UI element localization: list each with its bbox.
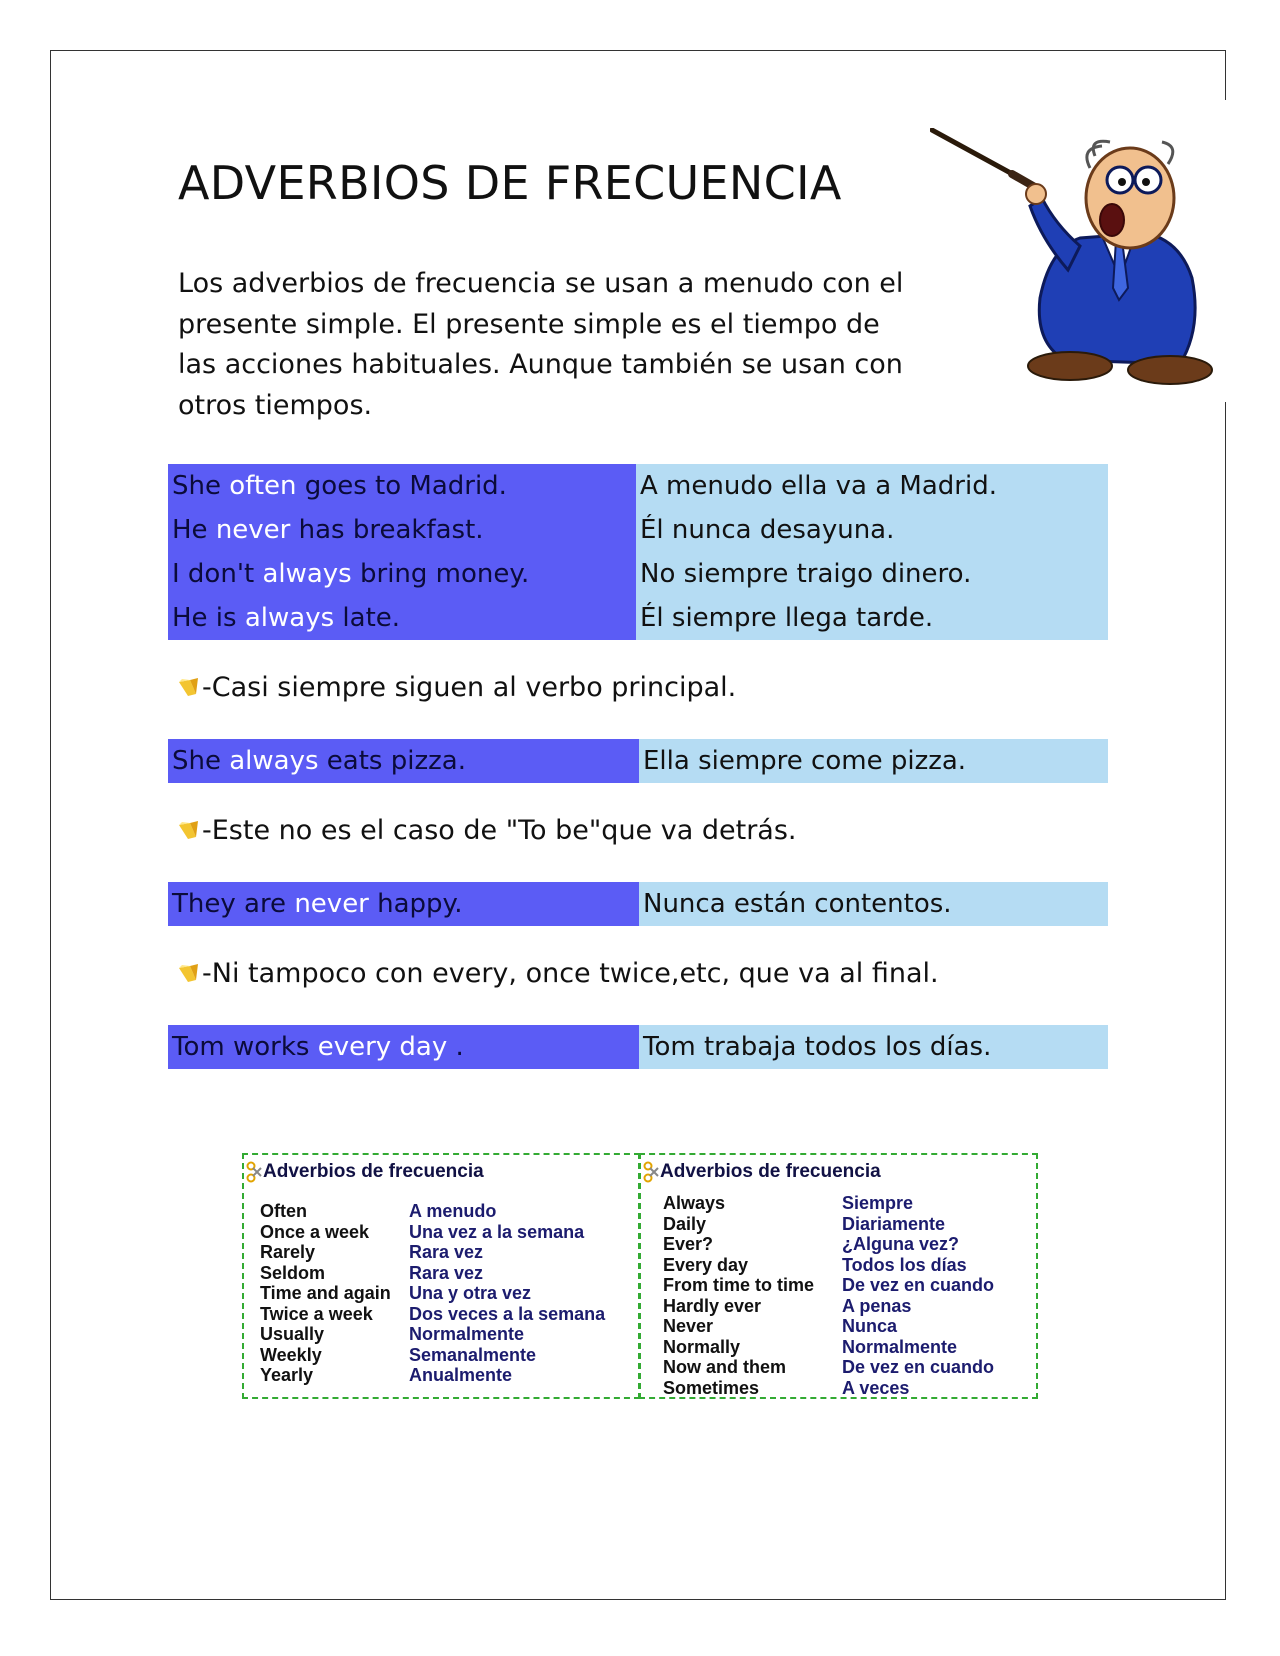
example-row bbox=[168, 596, 1108, 640]
spanish-translation: Él siempre llega tarde. bbox=[636, 596, 1108, 640]
vocab-item bbox=[663, 1296, 994, 1317]
vocab-spanish: Nunca bbox=[842, 1316, 898, 1336]
english-sentence: He is always late. bbox=[168, 596, 636, 640]
adverb-highlight: always bbox=[244, 603, 335, 633]
vocab-english: Once a week bbox=[260, 1221, 370, 1242]
examples-table bbox=[168, 464, 1108, 640]
vocab-item bbox=[260, 1324, 605, 1345]
page-title: ADVERBIOS DE FRECUENCIA bbox=[178, 156, 842, 210]
vocab-english: Now and them bbox=[663, 1357, 787, 1377]
rule-note: -Este no es el caso de "To be"que va detrás. bbox=[176, 815, 797, 846]
vocab-spanish: Todos los días bbox=[842, 1254, 967, 1275]
vocabulary-cards bbox=[242, 1153, 1038, 1399]
vocab-item bbox=[260, 1365, 605, 1386]
vocab-spanish: Una y otra vez bbox=[409, 1283, 532, 1303]
vocab-item bbox=[260, 1222, 605, 1243]
vocab-english: Ever? bbox=[663, 1234, 714, 1254]
vocab-english: Sometimes bbox=[663, 1377, 760, 1398]
spanish-translation: No siempre traigo dinero. bbox=[636, 552, 1108, 596]
vocab-heading: Adverbios de frecuencia bbox=[246, 1161, 484, 1183]
vocab-item bbox=[663, 1193, 994, 1214]
spanish-translation: A menudo ella va a Madrid. bbox=[636, 464, 1108, 508]
example-row bbox=[168, 552, 1108, 596]
example-row bbox=[168, 882, 1108, 926]
vocab-list bbox=[663, 1193, 994, 1398]
spanish-translation: Ella siempre come pizza. bbox=[639, 739, 1108, 783]
pencil-icon bbox=[176, 676, 200, 700]
example-row bbox=[168, 508, 1108, 552]
vocab-english: Hardly ever bbox=[663, 1295, 762, 1316]
vocab-item bbox=[663, 1337, 994, 1358]
vocab-english: Never bbox=[663, 1316, 714, 1336]
adverb-highlight: always bbox=[229, 746, 319, 776]
spanish-translation: Nunca están contentos. bbox=[639, 882, 1108, 926]
vocab-item bbox=[260, 1283, 605, 1304]
vocab-item bbox=[260, 1263, 605, 1284]
pencil-icon bbox=[176, 962, 200, 986]
vocab-spanish: De vez en cuando bbox=[842, 1357, 995, 1377]
example-row bbox=[168, 464, 1108, 508]
vocab-item bbox=[663, 1378, 994, 1399]
rule-note: -Casi siempre siguen al verbo principal. bbox=[176, 672, 736, 703]
vocab-english: Always bbox=[663, 1193, 726, 1213]
spanish-translation: Tom trabaja todos los días. bbox=[639, 1025, 1108, 1069]
vocab-spanish: A veces bbox=[842, 1377, 910, 1398]
vocab-spanish: A penas bbox=[842, 1295, 912, 1316]
rule-note: -Ni tampoco con every, once twice,etc, que va al final. bbox=[176, 958, 939, 989]
vocab-spanish: Diariamente bbox=[842, 1213, 946, 1234]
rule-example bbox=[168, 1025, 1108, 1069]
vocab-list bbox=[260, 1201, 605, 1386]
vocab-card-left bbox=[242, 1153, 640, 1399]
vocab-card-right bbox=[639, 1153, 1038, 1399]
english-sentence: She often goes to Madrid. bbox=[168, 464, 636, 508]
adverb-highlight: never bbox=[215, 515, 291, 545]
vocab-english: Twice a week bbox=[260, 1303, 373, 1324]
vocab-spanish: Normalmente bbox=[842, 1336, 958, 1357]
vocab-spanish: Una vez a la semana bbox=[409, 1221, 585, 1242]
vocab-item bbox=[260, 1345, 605, 1366]
vocab-spanish: Normalmente bbox=[409, 1324, 525, 1344]
vocab-spanish: Dos veces a la semana bbox=[409, 1303, 606, 1324]
pencil-icon bbox=[176, 819, 200, 843]
vocab-item bbox=[663, 1316, 994, 1337]
scissors-icon bbox=[643, 1161, 659, 1183]
vocab-english: Daily bbox=[663, 1213, 707, 1234]
rule-example bbox=[168, 739, 1108, 783]
spanish-translation: Él nunca desayuna. bbox=[636, 508, 1108, 552]
vocab-item bbox=[663, 1357, 994, 1378]
vocab-spanish: Semanalmente bbox=[409, 1344, 537, 1365]
english-sentence: I don't always bring money. bbox=[168, 552, 636, 596]
vocab-spanish: Rara vez bbox=[409, 1262, 484, 1283]
adverb-highlight: often bbox=[229, 471, 297, 501]
vocab-english: Weekly bbox=[260, 1344, 322, 1365]
teacher-with-pointer-icon bbox=[930, 128, 1230, 396]
vocab-english: Often bbox=[260, 1201, 307, 1221]
adverb-highlight: every day bbox=[317, 1032, 448, 1062]
vocab-spanish: Siempre bbox=[842, 1193, 914, 1213]
vocab-english: Time and again bbox=[260, 1283, 391, 1303]
vocab-item bbox=[663, 1214, 994, 1235]
vocab-spanish: A menudo bbox=[409, 1201, 497, 1221]
vocab-item bbox=[260, 1242, 605, 1263]
vocab-spanish: De vez en cuando bbox=[842, 1275, 995, 1295]
vocab-english: Normally bbox=[663, 1336, 741, 1357]
vocab-spanish: ¿Alguna vez? bbox=[842, 1234, 960, 1254]
adverb-highlight: always bbox=[262, 559, 352, 589]
vocab-heading: Adverbios de frecuencia bbox=[643, 1161, 881, 1183]
intro-paragraph: Los adverbios de frecuencia se usan a menudo con el presente simple. El presente simple es el tiempo de las acciones habituales. Aunque también se usan con otros tiempos. bbox=[178, 268, 904, 421]
english-sentence: She always eats pizza. bbox=[168, 739, 639, 783]
vocab-english: From time to time bbox=[663, 1275, 815, 1295]
english-sentence: Tom works every day . bbox=[168, 1025, 639, 1069]
english-sentence: He never has breakfast. bbox=[168, 508, 636, 552]
vocab-item bbox=[260, 1304, 605, 1325]
vocab-english: Yearly bbox=[260, 1365, 314, 1385]
vocab-item bbox=[663, 1234, 994, 1255]
example-row bbox=[168, 1025, 1108, 1069]
vocab-item bbox=[260, 1201, 605, 1222]
rule-example bbox=[168, 882, 1108, 926]
vocab-english: Rarely bbox=[260, 1242, 316, 1262]
vocab-item bbox=[663, 1275, 994, 1296]
vocab-english: Seldom bbox=[260, 1262, 326, 1283]
vocab-spanish: Anualmente bbox=[409, 1365, 513, 1385]
english-sentence: They are never happy. bbox=[168, 882, 639, 926]
vocab-english: Usually bbox=[260, 1324, 325, 1344]
vocab-spanish: Rara vez bbox=[409, 1242, 484, 1262]
example-row bbox=[168, 739, 1108, 783]
scissors-icon bbox=[246, 1161, 262, 1183]
adverb-highlight: never bbox=[294, 889, 369, 919]
vocab-english: Every day bbox=[663, 1254, 749, 1275]
vocab-item bbox=[663, 1255, 994, 1276]
